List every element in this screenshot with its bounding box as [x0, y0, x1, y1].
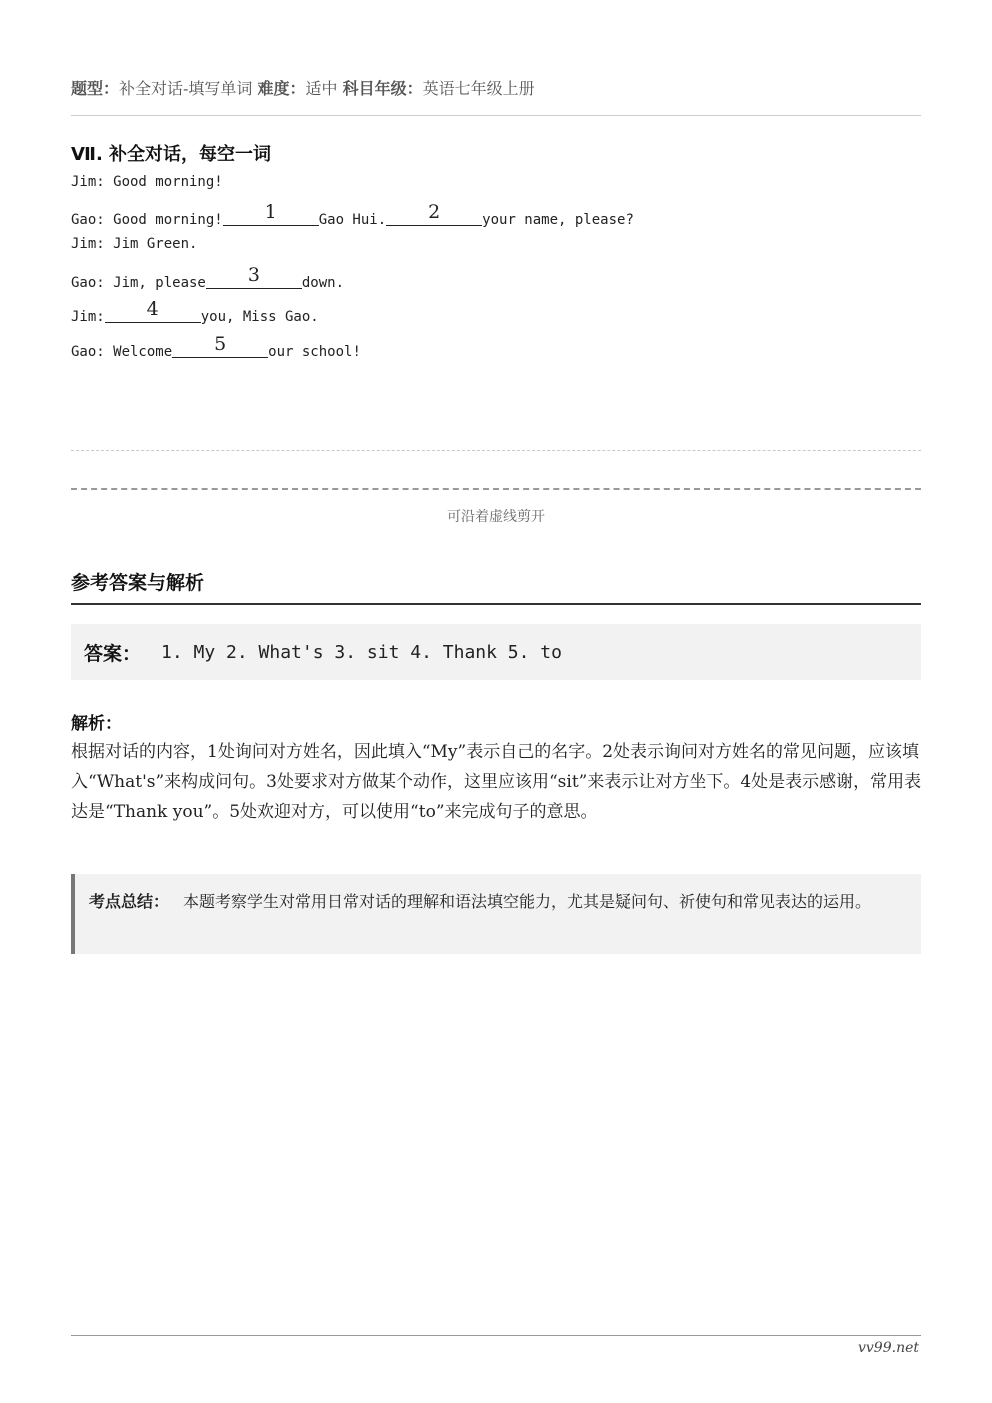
- answer-text: 1. My 2. What's 3. sit 4. Thank 5. to: [161, 641, 562, 663]
- type-label: 题型：: [71, 79, 120, 98]
- summary-text: 本题考察学生对常用日常对话的理解和语法填空能力，尤其是疑问句、祈使句和常见表达的运用。: [183, 892, 872, 911]
- dashed-divider-light: [71, 450, 921, 451]
- dialogue-text: Jim: Good morning!: [71, 174, 223, 190]
- question-meta: [71, 76, 921, 99]
- cut-note: 可沿着虚线剪开: [447, 509, 545, 525]
- explanation-label: 解析：: [71, 714, 122, 734]
- answer-divider: [71, 603, 921, 605]
- dialogue-line-5: [71, 298, 319, 325]
- dialogue-text: Gao: Jim, please: [71, 275, 206, 291]
- dialogue-text: Gao Hui.: [318, 212, 387, 228]
- cut-line: [71, 488, 921, 490]
- summary-label: 考点总结：: [89, 892, 170, 911]
- blank-number: 1: [264, 201, 277, 223]
- type-value: 补全对话-填写单词: [119, 79, 253, 98]
- dialogue-line-6: [71, 333, 361, 360]
- blank-number: 3: [247, 264, 260, 286]
- blank-number: 2: [428, 201, 441, 223]
- footer-divider: [71, 1335, 921, 1336]
- dialogue-text: Jim:: [71, 309, 105, 325]
- blank-2[interactable]: [386, 201, 482, 226]
- dialogue-text: Jim: Jim Green.: [71, 236, 198, 252]
- blank-1[interactable]: [223, 201, 319, 226]
- answer-label: 答案：: [84, 642, 142, 665]
- dialogue-text: your name, please?: [482, 212, 634, 228]
- blank-4[interactable]: [105, 298, 201, 323]
- dialogue-text: down.: [301, 275, 345, 291]
- dialogue-line-3: [71, 236, 197, 252]
- blank-3[interactable]: [206, 264, 302, 289]
- top-divider: [71, 115, 921, 116]
- difficulty-label: 难度：: [257, 79, 306, 98]
- footer-site: vv99.net: [857, 1340, 919, 1356]
- summary-box: [71, 874, 921, 954]
- dialogue-line-4: [71, 264, 345, 291]
- blank-5[interactable]: [172, 333, 268, 358]
- dialogue-text: Gao: Welcome: [71, 344, 173, 360]
- answer-section-title: 参考答案与解析: [71, 572, 205, 594]
- blank-number: 4: [146, 298, 159, 320]
- dialogue-text: you, Miss Gao.: [200, 309, 319, 325]
- difficulty-value: 适中: [305, 79, 338, 98]
- dialogue-line-1: [71, 174, 223, 190]
- blank-number: 5: [214, 333, 227, 355]
- dialogue-line-2: [71, 201, 634, 228]
- dialogue-text: our school!: [268, 344, 361, 360]
- grade-label: 科目年级：: [342, 79, 423, 98]
- section-title: Ⅶ. 补全对话，每空一词: [71, 144, 272, 165]
- dialogue-text: Gao: Good morning!: [71, 212, 223, 228]
- explanation-text: 根据对话的内容，1处询问对方姓名，因此填入“My”表示自己的名字。2处表示询问对方姓名的常见问题，应该填入“What's”来构成问句。3处要求对方做某个动作，这里应该用“sit”来表示让对方坐下。4处是表示感谢，常用表达是“Thank you”。5处欢迎对方，可以使用“to”来完成句子的意思。: [71, 742, 922, 822]
- answer-box: [71, 624, 921, 680]
- grade-value: 英语七年级上册: [422, 79, 535, 98]
